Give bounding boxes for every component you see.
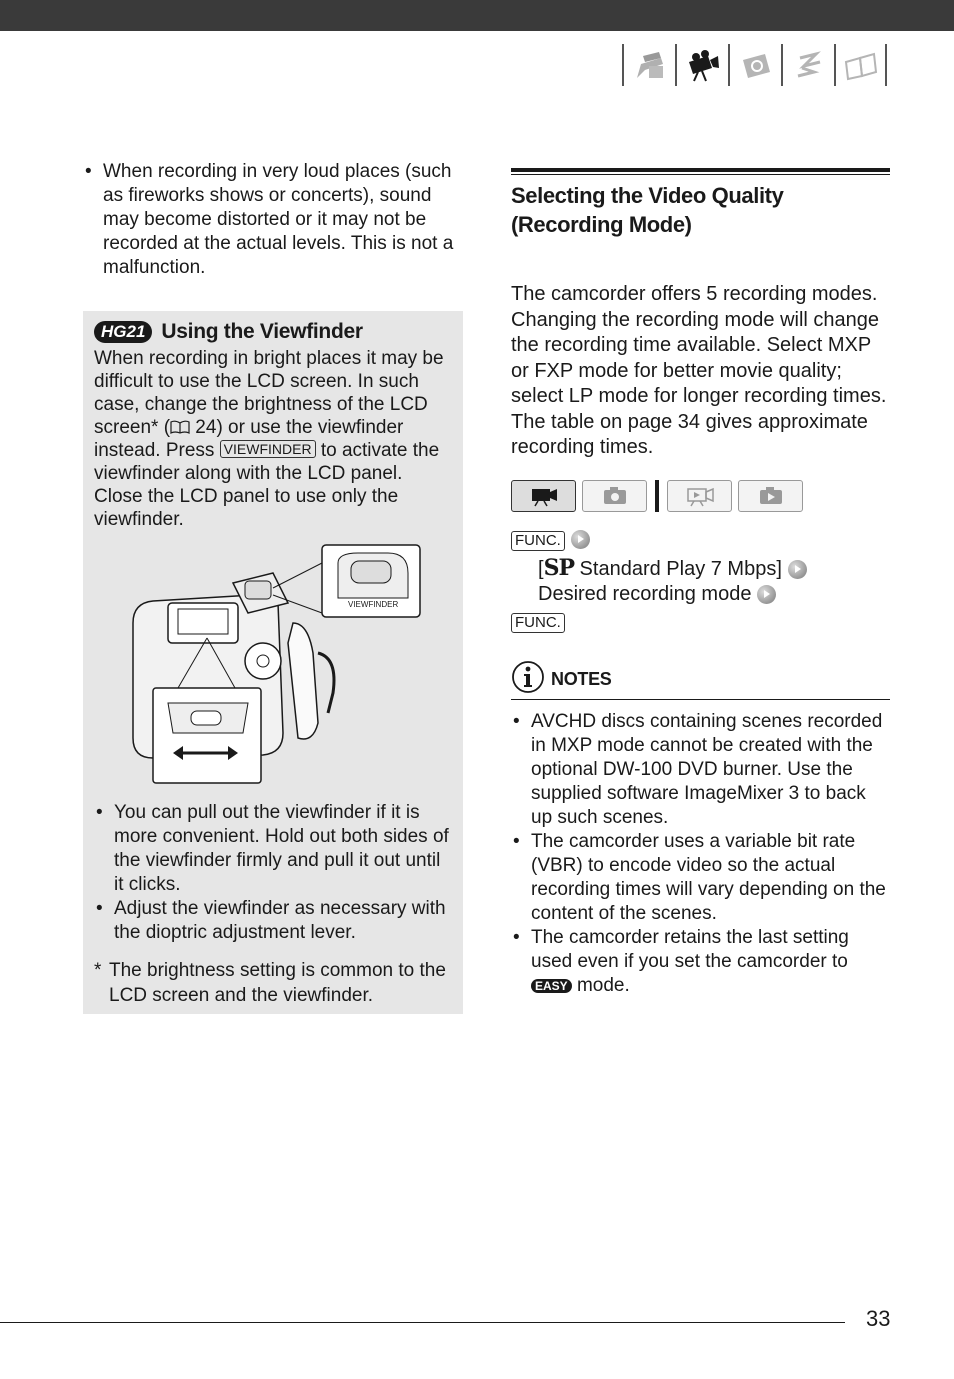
arrow-right-icon	[788, 560, 807, 579]
info-icon	[511, 660, 545, 694]
section-rule	[511, 168, 890, 175]
arrow-right-icon	[757, 585, 776, 604]
footnote-text: The brightness setting is common to the LCD screen and the viewfinder.	[109, 960, 446, 1006]
notes-label: NOTES	[551, 668, 612, 689]
section-title-line-2: (Recording Mode)	[511, 212, 692, 237]
bracket-open: [	[538, 557, 544, 580]
tip-body-part-1: When recording in bright places it may be difficult to use the LCD screen. In such case, change the brightness of the LCD screen* (	[94, 348, 444, 438]
sp-mode-icon: SP	[543, 554, 574, 581]
viewfinder-illustration-label: VIEWFINDER	[348, 600, 399, 609]
section-body: The camcorder offers 5 recording modes. Changing the recording mode will change the recording time available. Select MXP or FXP mode for better movie quality; select LP mode for longer recording times. The table on page 34 gives approximate recording times.	[511, 283, 887, 458]
tip-body-part-2: to activate the viewfinder along with the LCD panel. Close the LCD panel to use only the viewfinder.	[94, 440, 440, 530]
top-bar	[0, 0, 954, 31]
viewfinder-tip-box	[83, 311, 463, 1014]
viewfinder-key: VIEWFINDER	[220, 440, 316, 458]
tip-body-ref: 24) or use the viewfinder instead. Press	[94, 417, 404, 461]
camcorder-viewfinder-illustration	[123, 543, 423, 793]
photo-playback-icon[interactable]	[738, 480, 803, 512]
tip-bullet-2: • Adjust the viewfinder as necessary with the dioptric adjustment lever.	[94, 897, 454, 945]
right-column	[511, 168, 890, 998]
note-3-end: mode.	[571, 974, 630, 996]
note-item-2: • The camcorder uses a variable bit rate (VBR) to encode video so the actual recording times will vary depending on the content of the scenes.	[511, 830, 890, 926]
additional-information-icon[interactable]	[834, 44, 887, 86]
tip-bullet-1: • You can pull out the viewfinder if it is more convenient. Hold out both sides of the viewfinder firmly and pull it out until it clicks.	[94, 801, 454, 897]
introduction-icon[interactable]	[622, 44, 675, 86]
func-button-2[interactable]: FUNC.	[511, 613, 565, 633]
tip-title: Using the Viewfinder	[161, 320, 363, 343]
tip-footnote	[94, 958, 454, 1008]
notes-list	[511, 710, 890, 998]
left-column	[83, 160, 463, 280]
external-connections-icon[interactable]	[781, 44, 834, 86]
procedure-steps	[511, 527, 890, 634]
photo-record-icon[interactable]	[582, 480, 647, 512]
note-item-1: • AVCHD discs containing scenes recorded in MXP mode cannot be created with the optional DW-100 DVD burner. Use the supplied software ImageMixer 3 to back up such scenes.	[511, 710, 890, 830]
step-1-text: Standard Play 7 Mbps]	[574, 557, 782, 580]
section-title	[511, 181, 890, 239]
easy-mode-badge: EASY	[531, 979, 572, 993]
step-desired-mode	[511, 582, 890, 607]
chapter-nav	[622, 44, 890, 86]
tip-heading	[94, 319, 452, 345]
notes-heading	[511, 660, 890, 700]
footnote-mark: *	[94, 960, 102, 981]
arrow-right-icon	[571, 530, 590, 549]
note-item-3	[511, 926, 890, 998]
mode-divider	[655, 480, 659, 512]
page-number: 33	[866, 1306, 891, 1331]
step-func-2	[511, 609, 890, 634]
movie-playback-icon[interactable]	[667, 480, 732, 512]
step-2-text: Desired recording mode	[538, 582, 752, 605]
photo-icon[interactable]	[728, 44, 781, 86]
step-func-1	[511, 527, 890, 552]
tip-bullet-list	[94, 801, 454, 945]
step-standard-play	[511, 556, 890, 582]
section-title-line-1: Selecting the Video Quality	[511, 183, 784, 208]
note-3-text: The camcorder retains the last setting used even if you set the camcorder to	[531, 926, 849, 972]
footer-rule	[0, 1322, 845, 1323]
func-button-1[interactable]: FUNC.	[511, 531, 565, 551]
video-icon[interactable]	[675, 44, 728, 86]
mode-selector	[511, 479, 890, 513]
tip-body	[94, 347, 452, 531]
book-reference-icon	[170, 420, 190, 434]
intro-bullet: • When recording in very loud places (such as fireworks shows or concerts), sound may become distorted or it may not be recorded at the actual levels. This is not a malfunction.	[83, 160, 463, 280]
movie-record-icon[interactable]	[511, 480, 576, 512]
model-badge: HG21	[94, 321, 152, 343]
